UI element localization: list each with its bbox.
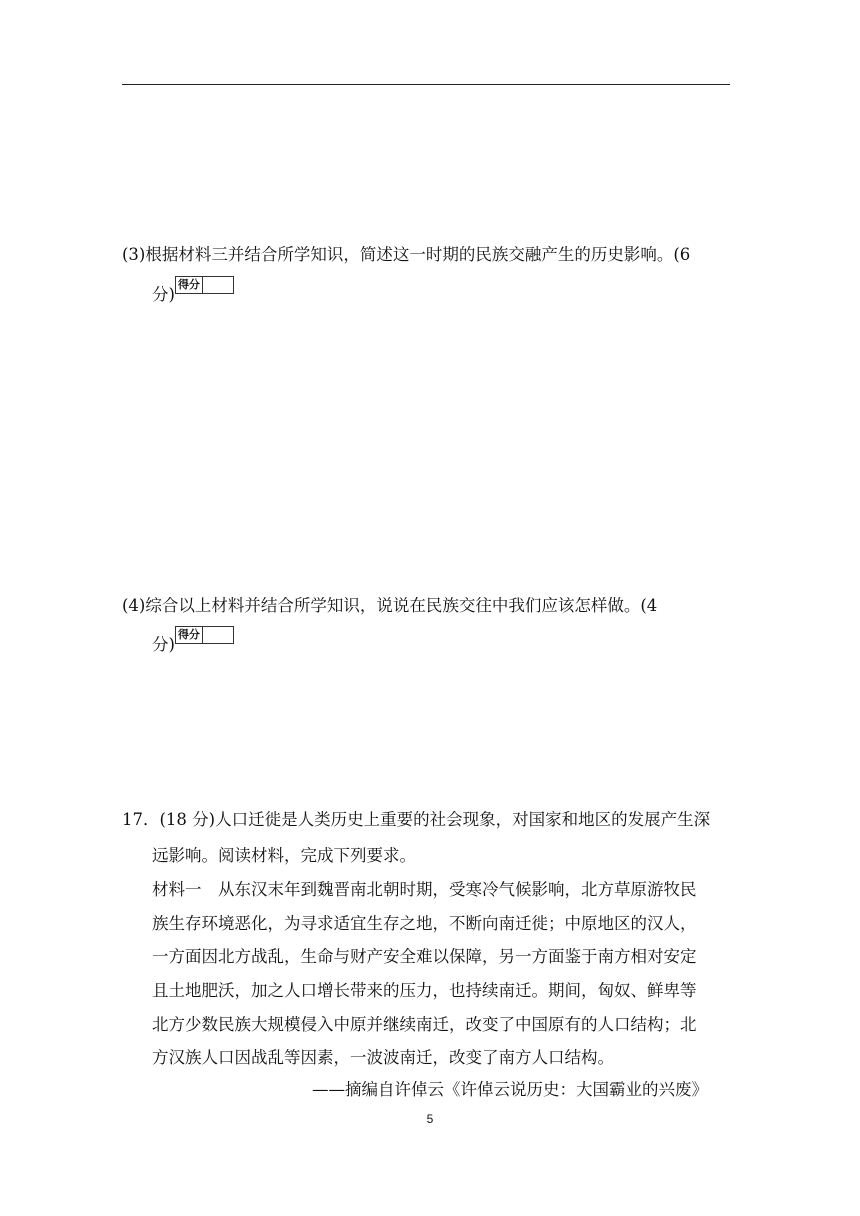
question-3-line-2: 分)	[152, 285, 175, 304]
material-1-line: 且土地肥沃，加之人口增长带来的压力，也持续南迁。期间，匈奴、鲜卑等	[152, 981, 697, 1000]
header-rule	[122, 84, 730, 85]
score-input-q4[interactable]	[203, 627, 233, 643]
material-1-line: 材料一 从东汉末年到魏晋南北朝时期，受寒冷气候影响，北方草原游牧民	[152, 880, 697, 899]
question-17-stem-line-2: 远影响。阅读材料，完成下列要求。	[152, 846, 416, 865]
material-1-line: 族生存环境恶化，为寻求适宜生存之地，不断向南迁徙；中原地区的汉人，	[152, 914, 697, 933]
material-1-line: 北方少数民族大规模侵入中原并继续南迁，改变了中国原有的人口结构；北	[152, 1015, 697, 1034]
question-17-stem-line-1: 17．(18 分)人口迁徙是人类历史上重要的社会现象，对国家和地区的发展产生深	[122, 810, 711, 829]
material-1-source: ——摘编自许倬云《许倬云说历史：大国霸业的兴废》	[312, 1080, 708, 1099]
page-number: 5	[426, 1112, 434, 1126]
material-1-line: 一方面因北方战乱，生命与财产安全难以保障，另一方面鉴于南方相对安定	[152, 947, 697, 966]
question-3-text	[122, 244, 690, 266]
score-box-q3[interactable]	[175, 276, 234, 294]
question-3-continuation	[152, 278, 234, 306]
score-label: 得分	[176, 627, 203, 643]
score-input-q3[interactable]	[203, 277, 233, 293]
score-box-q4[interactable]	[175, 626, 234, 644]
question-4-text	[122, 595, 657, 617]
score-label: 得分	[176, 277, 203, 293]
material-1-line: 方汉族人口因战乱等因素，一波波南迁，改变了南方人口结构。	[152, 1048, 614, 1067]
question-4-line-1: (4)综合以上材料并结合所学知识，说说在民族交往中我们应该怎样做。(4	[122, 596, 658, 615]
question-3-line-1: (3)根据材料三并结合所学知识，简述这一时期的民族交融产生的历史影响。(6	[122, 245, 691, 264]
question-4-continuation	[152, 628, 234, 656]
question-4-line-2: 分)	[152, 635, 175, 654]
